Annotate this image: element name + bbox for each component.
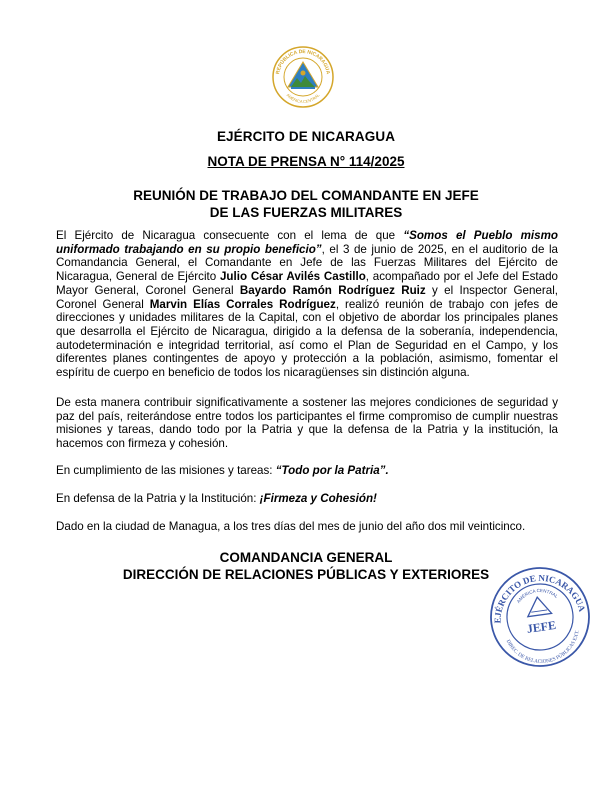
signature-line-1: COMANDANCIA GENERAL — [219, 550, 393, 565]
stamp-inner-text: AMÉRICA CENTRAL — [515, 587, 559, 605]
seal-top-text: REPÚBLICA DE NICARAGUA — [275, 48, 331, 75]
press-release-number — [0, 154, 612, 169]
organization-title: EJÉRCITO DE NICARAGUA — [216, 129, 396, 144]
stamp-outer-text: EJÉRCITO DE NICARAGUA — [492, 572, 588, 624]
signature-line-2: DIRECCIÓN DE RELACIONES PÚBLICAS Y EXTERIORES — [122, 567, 490, 582]
p1-name-inspector: Marvin Elías Corrales Rodríguez — [149, 297, 336, 311]
headline-line-1: REUNIÓN DE TRABAJO DEL COMANDANTE EN JEFE — [133, 188, 479, 203]
p3-text: En cumplimiento de las misiones y tareas: — [56, 464, 276, 477]
paragraph-2: De esta manera contribuir significativamente a sostener las mejores condiciones de seguridad y paz del país, reiterándose entre todos los participantes el firme compromiso de cumplir nuestras misiones y tareas, dando todo por la Patria y que la defensa de la Patria y la institución, la hacemos con firmeza y cohesión. — [56, 396, 558, 451]
p4-text: En defensa de la Patria y la Institución: — [56, 492, 260, 505]
coat-of-arms-seal-icon — [271, 45, 335, 109]
paragraph-3 — [56, 464, 558, 478]
p1-name-commander: Julio César Avilés Castillo — [219, 270, 366, 284]
paragraph-5: Dado en la ciudad de Managua, a los tres días del mes de junio del año dos mil veinticinco. — [56, 520, 526, 533]
svg-text:DIREC. DE RELACIONES PÚBLICAS — [504, 629, 584, 669]
p1-motto: “Somos el Pueblo mismo uniformado trabajando en su propio beneficio” — [56, 229, 558, 256]
seal-bottom-text: AMÉRICA CENTRAL — [285, 92, 321, 105]
paragraph-4 — [56, 492, 558, 506]
press-release-number-text: NOTA DE PRENSA N° 114/2025 — [207, 154, 405, 169]
p1-name-chief-of-staff: Bayardo Ramón Rodríguez Ruiz — [239, 283, 426, 297]
stamp-center-label: JEFE — [525, 617, 557, 636]
p1-text-5: , realizó reunión de trabajo con jefes de direcciones y unidades militares de la Capital, con el objetivo de abordar los principales planes que desarrolla el Ejército de Nicaragua, dirigido a la defensa de la soberanía, independencia, autodeterminación e integridad territorial, así como el Plan de Seguridad en el Campo, y los diferentes planes contingentes de apoyo y protección a la población, asimismo, fomentar el espíritu de cuerpo en beneficio de todos los nicaragüenses sin distinción alguna. — [56, 297, 558, 380]
p1-text-1: El Ejército de Nicaragua consecuente con el lema de que — [56, 229, 404, 242]
stamp-bottom-text: DIREC. DE RELACIONES PÚBLICAS EXT. — [504, 629, 581, 665]
p4-motto: ¡Firmeza y Cohesión! — [259, 492, 377, 505]
official-stamp-icon — [488, 565, 592, 669]
paragraph-1 — [56, 229, 558, 380]
p1-text-4: y el Inspector General, Coronel General — [56, 283, 558, 311]
headline — [0, 187, 612, 221]
p1-text-2: , el 3 de junio de 2025, en el auditorio de la Comandancia General, el Comandante en Jefe de las Fuerzas Militares del Ejército de Nicaragua, General de Ejército — [56, 242, 558, 284]
headline-line-2: DE LAS FUERZAS MILITARES — [209, 205, 403, 220]
svg-text:AMÉRICA CENTRAL — [285, 92, 321, 104]
p1-text-3: , acompañado por el Jefe del Estado Mayor General, Coronel General — [56, 270, 558, 297]
p3-motto: “Todo por la Patria”. — [275, 464, 389, 477]
